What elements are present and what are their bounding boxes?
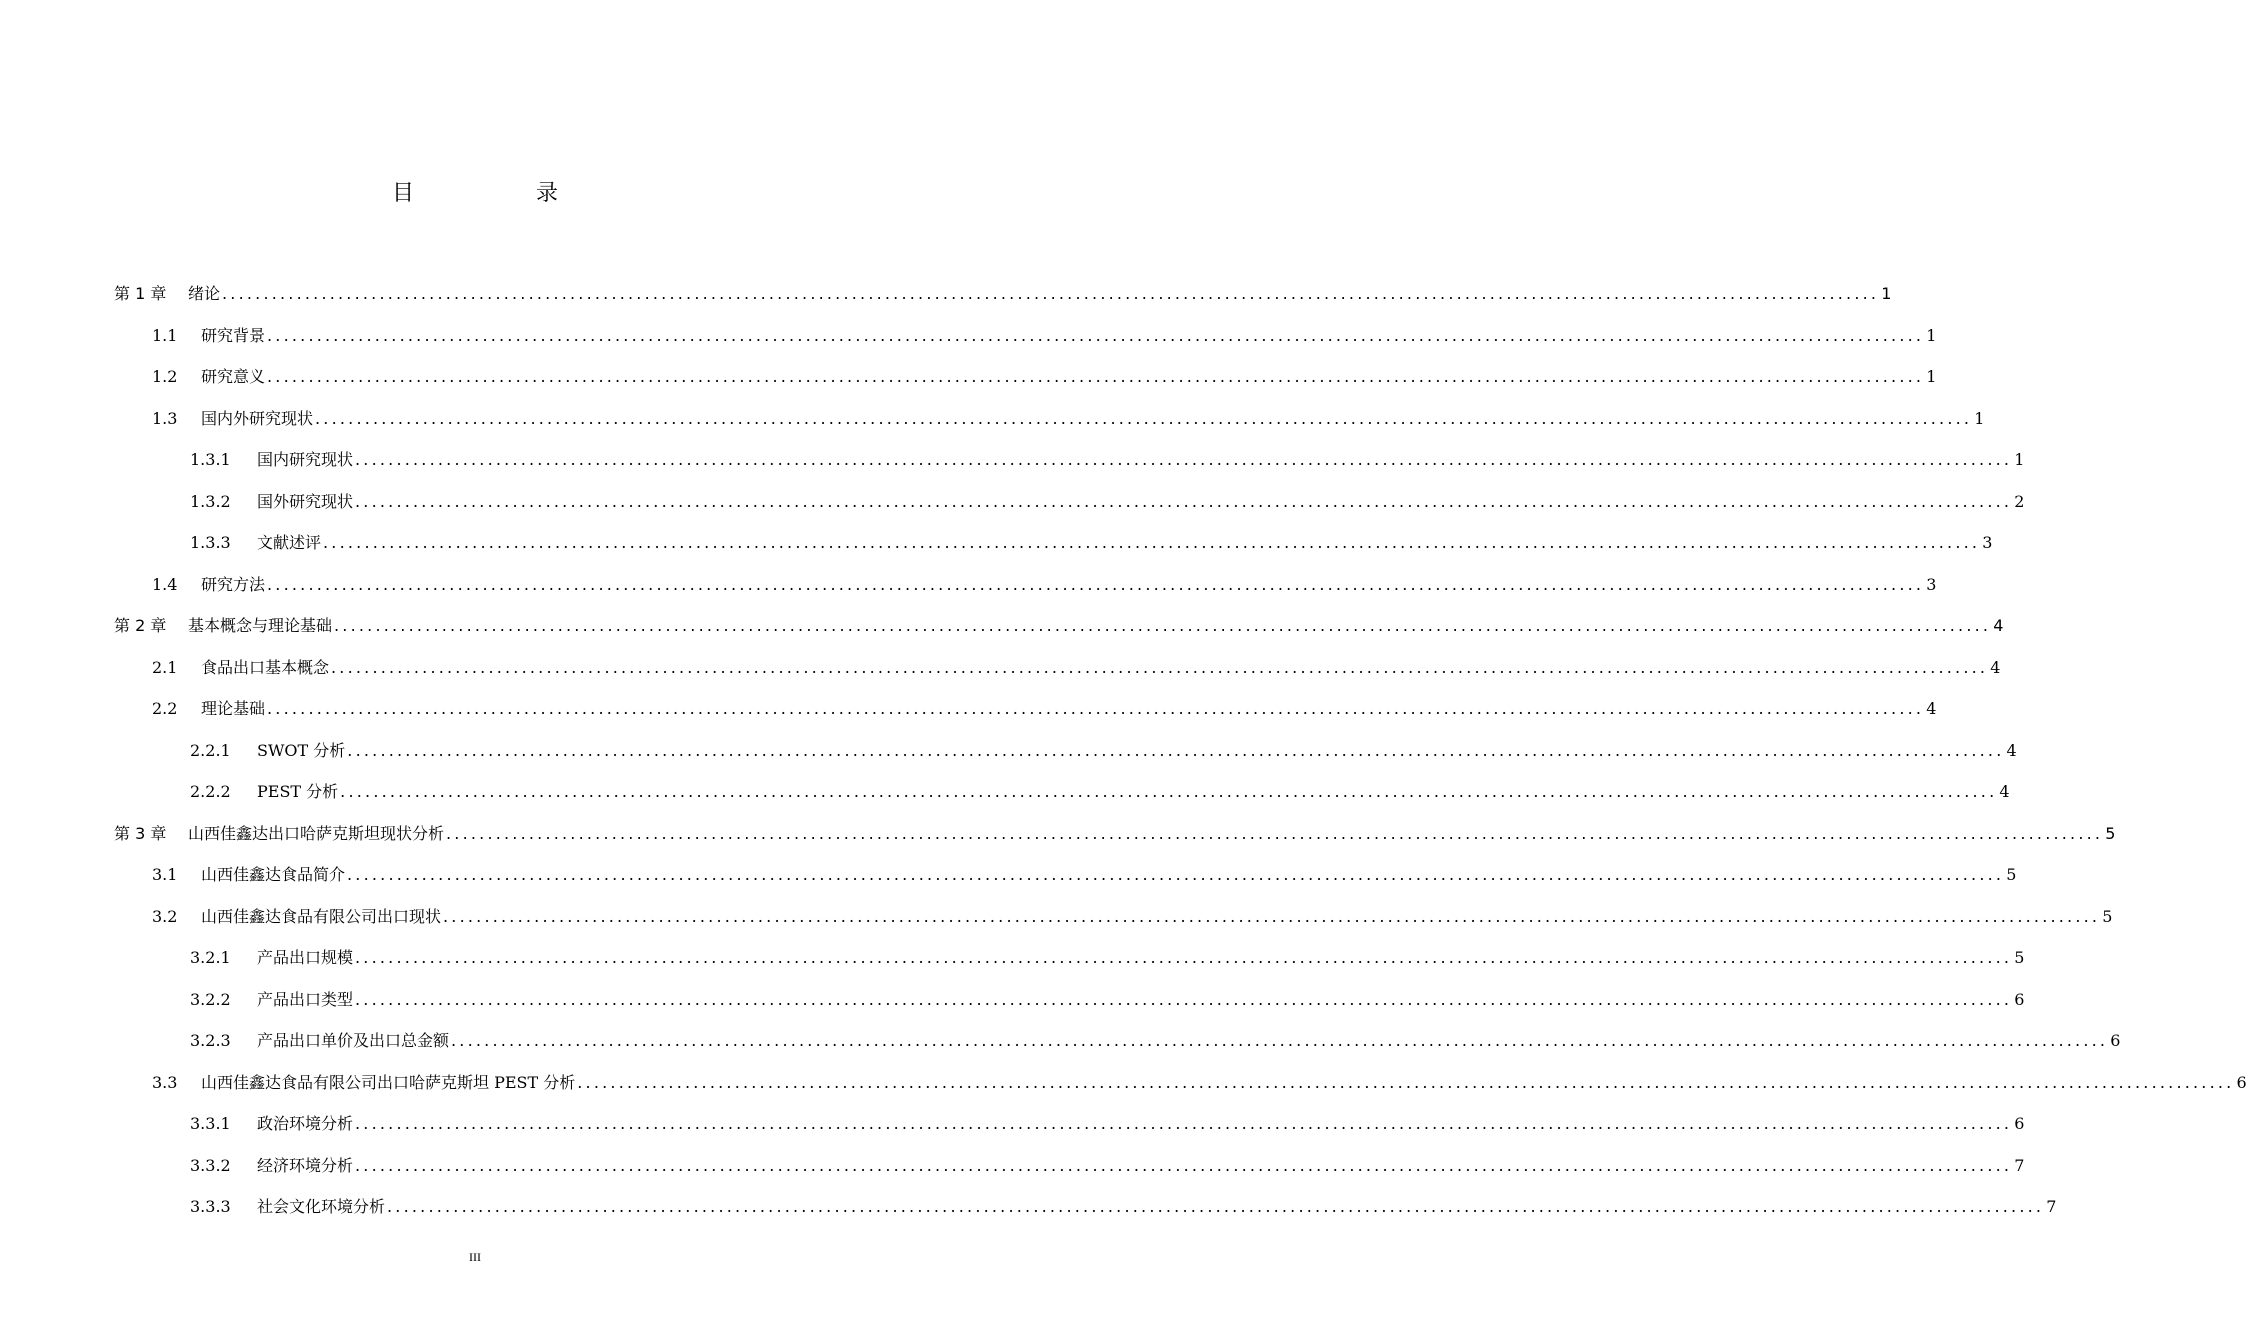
toc-dot-leader: ........................................................................................................................................................................................................	[355, 948, 2013, 967]
toc-entry[interactable]	[190, 1153, 2025, 1177]
toc-dot-leader: ........................................................................................................................................................................................................	[347, 740, 2005, 760]
toc-entry-title: 社会文化环境分析	[257, 1197, 386, 1216]
toc-entry-number: 第 2 章	[114, 616, 167, 635]
toc-entry-number: 3.3.3	[190, 1197, 231, 1216]
toc-dot-leader: ........................................................................................................................................................................................................	[334, 616, 1992, 635]
toc-entry-page: 5	[2006, 865, 2017, 884]
toc-entry-number: 3.1	[152, 865, 178, 884]
toc-dot-leader: ........................................................................................................................................................................................................	[347, 865, 2005, 884]
toc-entry-title: 产品出口类型	[257, 989, 354, 1009]
toc-dot-leader: ........................................................................................................................................................................................................	[387, 1197, 2045, 1216]
toc-title: 目 录	[391, 181, 608, 206]
toc-entry[interactable]	[152, 364, 1937, 388]
toc-entry-page: 4	[1990, 657, 2001, 677]
toc-entry-page: 4	[2006, 740, 2017, 760]
toc-entry-page: 4	[1993, 616, 2004, 635]
toc-entry-page: 4	[1926, 699, 1937, 718]
toc-entry-number: 1.3.3	[190, 533, 231, 552]
toc-entry[interactable]	[190, 738, 2017, 762]
toc-entry-title: 产品出口规模	[257, 948, 354, 967]
toc-dot-leader: ........................................................................................................................................................................................................	[222, 284, 1880, 303]
toc-entry-number: 1.3	[152, 408, 178, 428]
toc-entry-page: 7	[2046, 1197, 2057, 1216]
toc-entry-number: 3.3.2	[190, 1155, 231, 1175]
toc-entry-page: 6	[2014, 1114, 2025, 1133]
toc-entry-page: 5	[2102, 906, 2113, 926]
toc-entry[interactable]	[190, 489, 2025, 513]
toc-dot-leader: ........................................................................................................................................................................................................	[443, 906, 2101, 926]
toc-entry-number: 3.2	[152, 906, 178, 926]
toc-entry[interactable]	[114, 821, 2116, 845]
toc-entry-title: PEST 分析	[257, 782, 339, 801]
page-number: III	[469, 1250, 481, 1264]
toc-entry-number: 3.3	[152, 1072, 178, 1092]
toc-dot-leader: ........................................................................................................................................................................................................	[446, 823, 2104, 843]
toc-dot-leader: ........................................................................................................................................................................................................	[355, 491, 2013, 511]
toc-dot-leader: ........................................................................................................................................................................................................	[340, 782, 1998, 801]
toc-dot-leader: ........................................................................................................................................................................................................	[451, 1031, 2109, 1050]
toc-entry[interactable]	[114, 281, 1892, 305]
toc-dot-leader: ........................................................................................................................................................................................................	[331, 657, 1989, 677]
toc-entry-number: 3.2.2	[190, 989, 231, 1009]
toc-entry[interactable]	[152, 406, 1985, 430]
toc-dot-leader: ........................................................................................................................................................................................................	[355, 989, 2013, 1009]
toc-entry-title: 绪论	[188, 284, 221, 303]
toc-dot-leader: ........................................................................................................................................................................................................	[323, 533, 1981, 552]
toc-entry-page: 3	[1926, 574, 1937, 594]
toc-entry-number: 1.4	[152, 574, 178, 594]
toc-dot-leader: ........................................................................................................................................................................................................	[267, 367, 1925, 386]
toc-entry-page: 7	[2014, 1155, 2025, 1175]
toc-dot-leader: ........................................................................................................................................................................................................	[355, 1114, 2013, 1133]
toc-entry-title: 理论基础	[201, 699, 266, 718]
toc-entry-title: 国内外研究现状	[201, 408, 314, 428]
toc-entry-title: 山西佳鑫达出口哈萨克斯坦现状分析	[188, 823, 445, 843]
toc-entry[interactable]	[152, 1070, 2247, 1094]
toc-entry-page: 6	[2110, 1031, 2121, 1050]
toc-dot-leader: ........................................................................................................................................................................................................	[355, 1155, 2013, 1175]
toc-entry-title: SWOT 分析	[257, 740, 346, 760]
toc-entry[interactable]	[152, 904, 2113, 928]
toc-entry-page: 4	[1999, 782, 2010, 801]
toc-entry-number: 3.2.3	[190, 1031, 231, 1050]
toc-entry-page: 5	[2105, 823, 2116, 843]
toc-entry-number: 2.1	[152, 657, 178, 677]
toc-entry-number: 1.3.1	[190, 450, 231, 469]
toc-entry-number: 3.3.1	[190, 1114, 231, 1133]
toc-entry-page: 6	[2014, 989, 2025, 1009]
toc-entry-page: 1	[2014, 450, 2025, 469]
toc-entry-title: 国外研究现状	[257, 491, 354, 511]
toc-entry[interactable]	[152, 323, 1937, 347]
toc-entry-page: 1	[1926, 325, 1937, 345]
toc-dot-leader: ........................................................................................................................................................................................................	[267, 325, 1925, 345]
toc-entry-number: 第 1 章	[114, 284, 167, 303]
toc-entry-page: 5	[2014, 948, 2025, 967]
toc-dot-leader: ........................................................................................................................................................................................................	[267, 699, 1925, 718]
toc-entry-title: 产品出口单价及出口总金额	[257, 1031, 450, 1050]
toc-entry-title: 研究背景	[201, 325, 266, 345]
toc-dot-leader: ........................................................................................................................................................................................................	[267, 574, 1925, 594]
toc-entry-number: 第 3 章	[114, 823, 167, 843]
toc-entry-title: 食品出口基本概念	[201, 657, 330, 677]
toc-entry[interactable]	[152, 655, 2001, 679]
toc-entry-page: 1	[1926, 367, 1937, 386]
toc-entry-title: 研究方法	[201, 574, 266, 594]
toc-entry-number: 3.2.1	[190, 948, 231, 967]
toc-entry[interactable]	[114, 613, 2004, 637]
toc-entry-number: 1.3.2	[190, 491, 231, 511]
toc-entry[interactable]	[190, 1111, 2025, 1135]
toc-entry-number: 1.1	[152, 325, 178, 345]
toc-entry-title: 基本概念与理论基础	[188, 616, 333, 635]
toc-entry[interactable]	[152, 572, 1937, 596]
toc-entry-title: 文献述评	[257, 533, 322, 552]
toc-entry-page: 1	[1881, 284, 1892, 303]
toc-entry[interactable]	[190, 530, 1993, 554]
toc-entry-number: 1.2	[152, 367, 178, 386]
toc-entry-title: 国内研究现状	[257, 450, 354, 469]
toc-entry[interactable]	[190, 945, 2025, 969]
toc-dot-leader: ........................................................................................................................................................................................................	[577, 1072, 2235, 1092]
toc-entry[interactable]	[190, 1194, 2057, 1218]
toc-entry[interactable]	[152, 862, 2017, 886]
toc-entry-number: 2.2	[152, 699, 178, 718]
toc-dot-leader: ........................................................................................................................................................................................................	[355, 450, 2013, 469]
toc-entry-title: 研究意义	[201, 367, 266, 386]
toc-entry-page: 2	[2014, 491, 2025, 511]
toc-entry[interactable]	[152, 696, 1937, 720]
toc-entry-number: 2.2.1	[190, 740, 231, 760]
toc-entry-page: 1	[1974, 408, 1985, 428]
toc-entry-title: 政治环境分析	[257, 1114, 354, 1133]
toc-entry-title: 山西佳鑫达食品有限公司出口现状	[201, 906, 442, 926]
toc-entry-page: 6	[2236, 1072, 2247, 1092]
toc-entry-title: 经济环境分析	[257, 1155, 354, 1175]
toc-entry[interactable]	[190, 779, 2010, 803]
toc-entry[interactable]	[190, 1028, 2121, 1052]
toc-entry[interactable]	[190, 447, 2025, 471]
toc-entry-title: 山西佳鑫达食品有限公司出口哈萨克斯坦 PEST 分析	[201, 1072, 576, 1092]
toc-entry[interactable]	[190, 987, 2025, 1011]
toc-entry-page: 3	[1982, 533, 1993, 552]
toc-dot-leader: ........................................................................................................................................................................................................	[315, 408, 1973, 428]
toc-entry-title: 山西佳鑫达食品简介	[201, 865, 346, 884]
toc-entry-number: 2.2.2	[190, 782, 231, 801]
